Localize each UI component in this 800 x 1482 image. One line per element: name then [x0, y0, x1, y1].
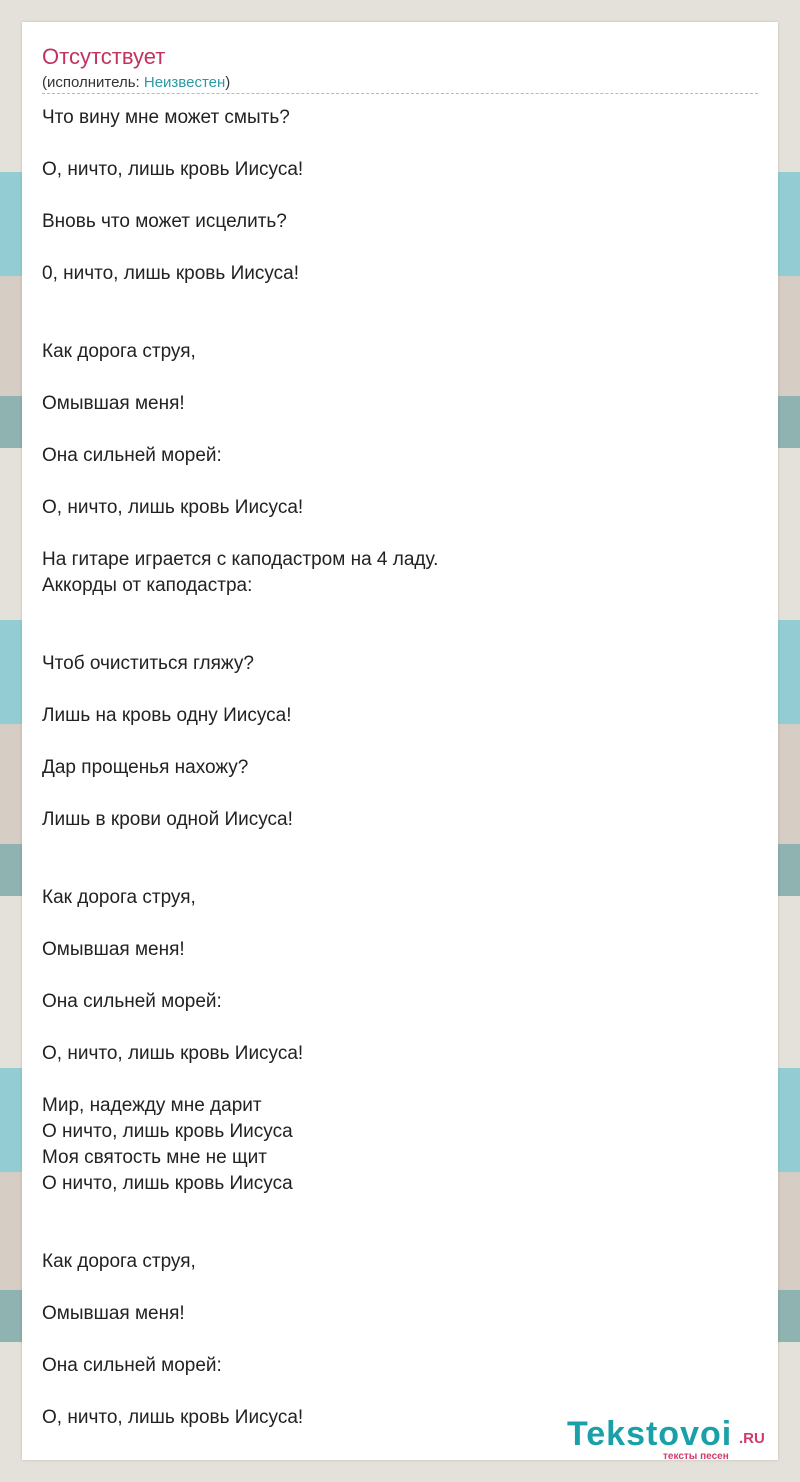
- lyric-line: Моя святость мне не щит: [42, 1147, 267, 1168]
- lyric-line: [42, 677, 758, 703]
- lyric-line: [42, 313, 758, 339]
- song-title: Отсутствует: [42, 44, 166, 69]
- lyric-line: [42, 859, 758, 885]
- lyric-line: [42, 1015, 758, 1041]
- lyric-line: Лишь на кровь одну Иисуса!: [42, 705, 292, 726]
- lyric-line: О ничто, лишь кровь Иисуса: [42, 1121, 293, 1142]
- lyric-line: [42, 911, 758, 937]
- lyric-line: Как дорога струя,: [42, 341, 196, 362]
- lyric-line: Как дорога струя,: [42, 1251, 196, 1272]
- lyric-line: [42, 625, 758, 651]
- lyric-line: О, ничто, лишь кровь Иисуса!: [42, 1407, 304, 1428]
- artist-prefix: (исполнитель:: [42, 74, 144, 91]
- site-logo[interactable]: [567, 1415, 777, 1461]
- lyric-line: Лишь в крови одной Иисуса!: [42, 809, 293, 830]
- lyric-line: [42, 1197, 758, 1223]
- lyric-line: [42, 417, 758, 443]
- lyric-line: [42, 235, 758, 261]
- artist-line: [42, 74, 230, 91]
- lyric-line: Чтоб очиститься гляжу?: [42, 653, 254, 674]
- lyric-line: На гитаре играется с каподастром на 4 ладу.: [42, 549, 439, 570]
- lyric-line: [42, 963, 758, 989]
- lyric-line: [42, 1327, 758, 1353]
- lyric-line: Вновь что может исцелить?: [42, 211, 287, 232]
- lyric-line: [42, 1067, 758, 1093]
- lyric-line: Она сильней морей:: [42, 1355, 222, 1376]
- lyric-line: О, ничто, лишь кровь Иисуса!: [42, 1043, 304, 1064]
- lyric-line: [42, 833, 758, 859]
- lyric-line: [42, 287, 758, 313]
- lyrics-body: [42, 105, 758, 1431]
- lyric-line: [42, 781, 758, 807]
- lyric-line: Дар прощенья нахожу?: [42, 757, 249, 778]
- lyric-line: Мир, надежду мне дарит: [42, 1095, 262, 1116]
- lyric-line: [42, 365, 758, 391]
- lyric-line: [42, 521, 758, 547]
- lyric-line: [42, 183, 758, 209]
- lyric-line: Как дорога струя,: [42, 887, 196, 908]
- lyric-line: Омывшая меня!: [42, 393, 185, 414]
- lyric-line: Аккорды от каподастра:: [42, 575, 253, 596]
- lyric-line: Она сильней морей:: [42, 445, 222, 466]
- logo-name: Tekstovoi: [567, 1415, 733, 1453]
- lyric-line: Омывшая меня!: [42, 1303, 185, 1324]
- artist-link[interactable]: Неизвестен: [143, 74, 226, 91]
- lyric-line: [42, 1275, 758, 1301]
- lyric-line: [42, 1379, 758, 1405]
- lyric-line: [42, 729, 758, 755]
- lyric-line: [42, 131, 758, 157]
- artist-suffix: ): [225, 74, 231, 91]
- logo-tagline: тексты песен: [663, 1451, 729, 1462]
- lyric-line: Омывшая меня!: [42, 939, 185, 960]
- lyric-line: [42, 1223, 758, 1249]
- lyric-line: О, ничто, лишь кровь Иисуса!: [42, 497, 304, 518]
- divider: [42, 93, 758, 94]
- lyric-line: 0, ничто, лишь кровь Иисуса!: [42, 263, 299, 284]
- lyric-line: Она сильней морей:: [42, 991, 222, 1012]
- lyric-line: Что вину мне может смыть?: [42, 107, 290, 128]
- lyric-line: О, ничто, лишь кровь Иисуса!: [42, 159, 304, 180]
- lyric-line: О ничто, лишь кровь Иисуса: [42, 1173, 293, 1194]
- lyric-line: [42, 469, 758, 495]
- lyrics-card: [22, 22, 778, 1460]
- logo-tld: .RU: [739, 1430, 765, 1447]
- lyric-line: [42, 599, 758, 625]
